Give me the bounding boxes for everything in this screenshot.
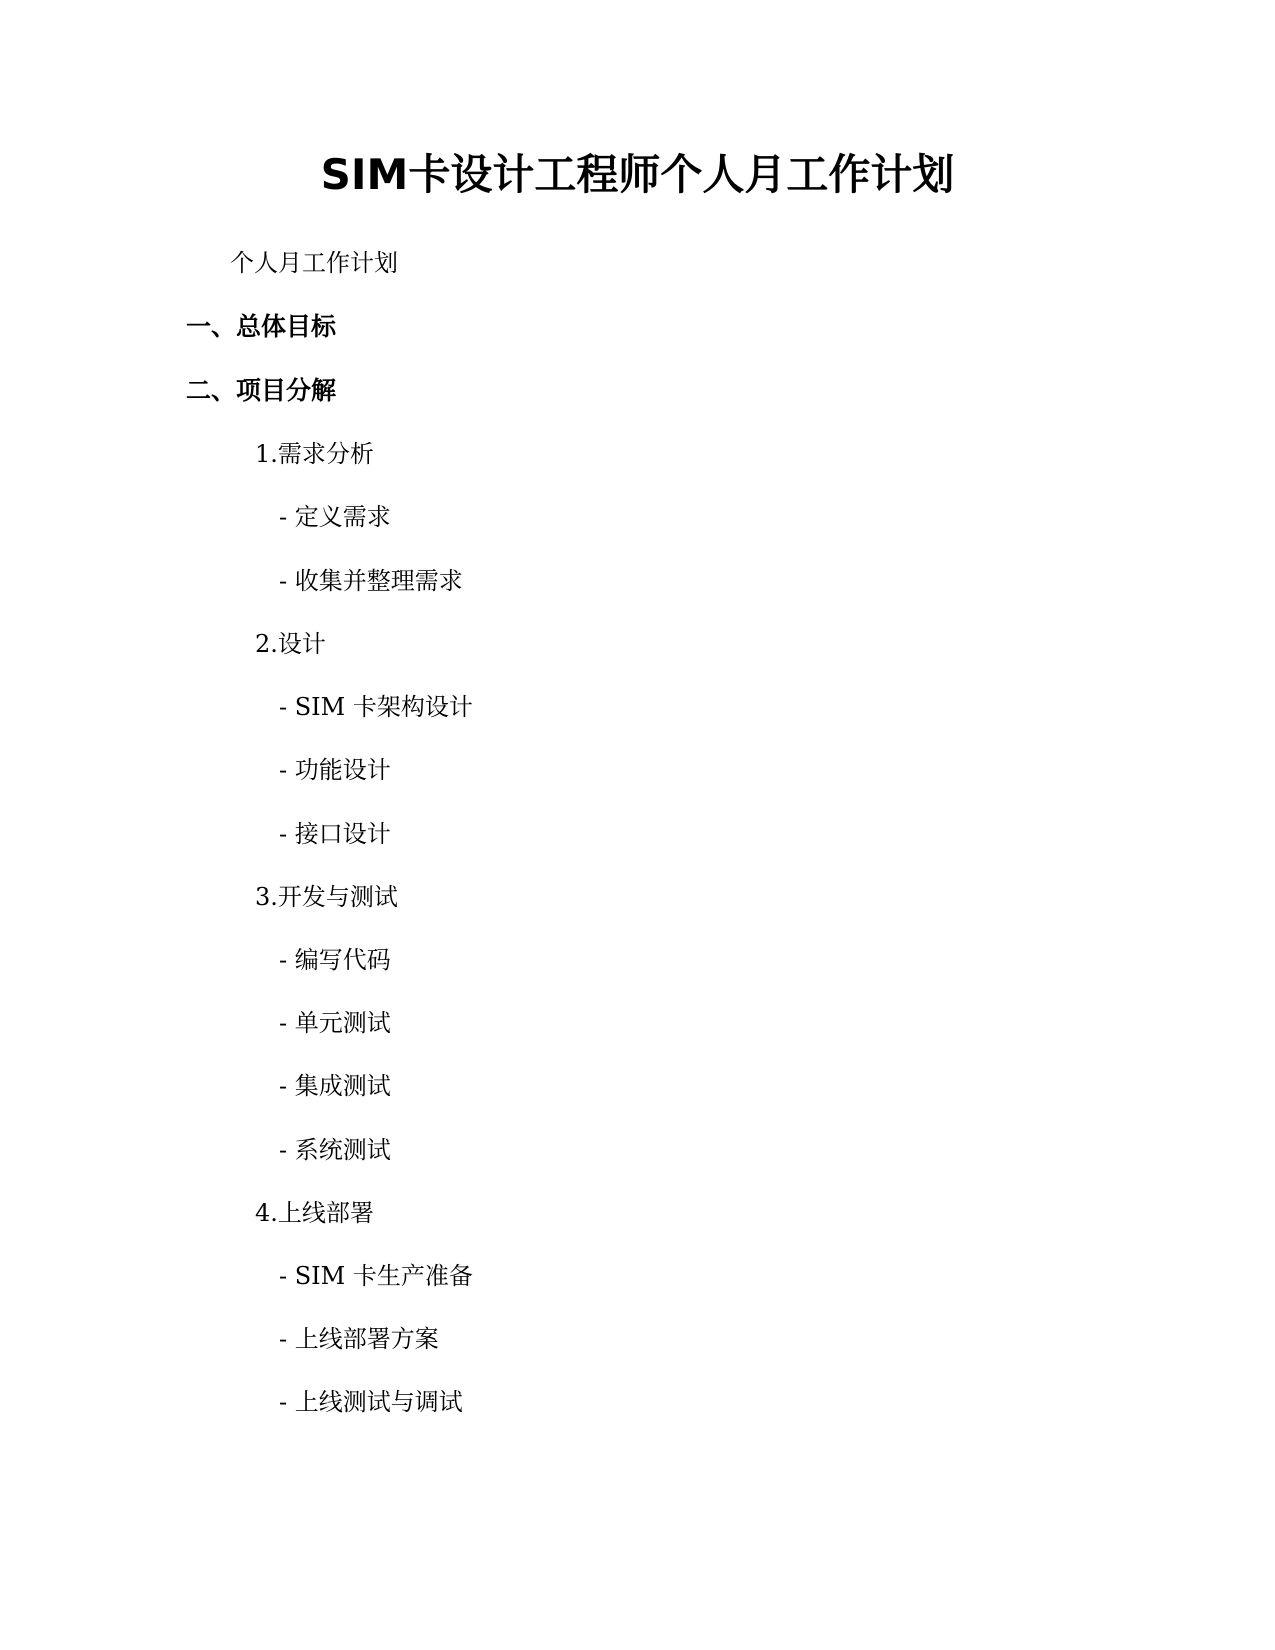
list-subitem: - 定义需求 [279,503,391,531]
list-subitem: - 上线测试与调试 [279,1388,463,1416]
list-subitem: - 上线部署方案 [279,1325,439,1353]
list-subitem: - SIM 卡架构设计 [279,693,473,721]
list-subitem: - 系统测试 [279,1136,391,1164]
list-subitem: - 功能设计 [279,756,391,784]
section-heading-breakdown: 二、项目分解 [186,376,337,405]
document-title: SIM卡设计工程师个人月工作计划 [320,150,955,199]
section-heading-goal: 一、总体目标 [186,312,337,341]
list-subitem: - 收集并整理需求 [279,567,463,595]
list-subitem: - 单元测试 [279,1009,391,1037]
list-item-requirements: 1.需求分析 [255,440,374,468]
document-subtitle: 个人月工作计划 [230,249,398,277]
list-subitem: - 集成测试 [279,1072,391,1100]
list-subitem: - SIM 卡生产准备 [279,1262,473,1290]
list-item-deployment: 4.上线部署 [255,1199,374,1227]
list-subitem: - 接口设计 [279,820,391,848]
list-item-design: 2.设计 [255,630,326,658]
list-item-dev-test: 3.开发与测试 [255,883,398,911]
list-subitem: - 编写代码 [279,946,391,974]
